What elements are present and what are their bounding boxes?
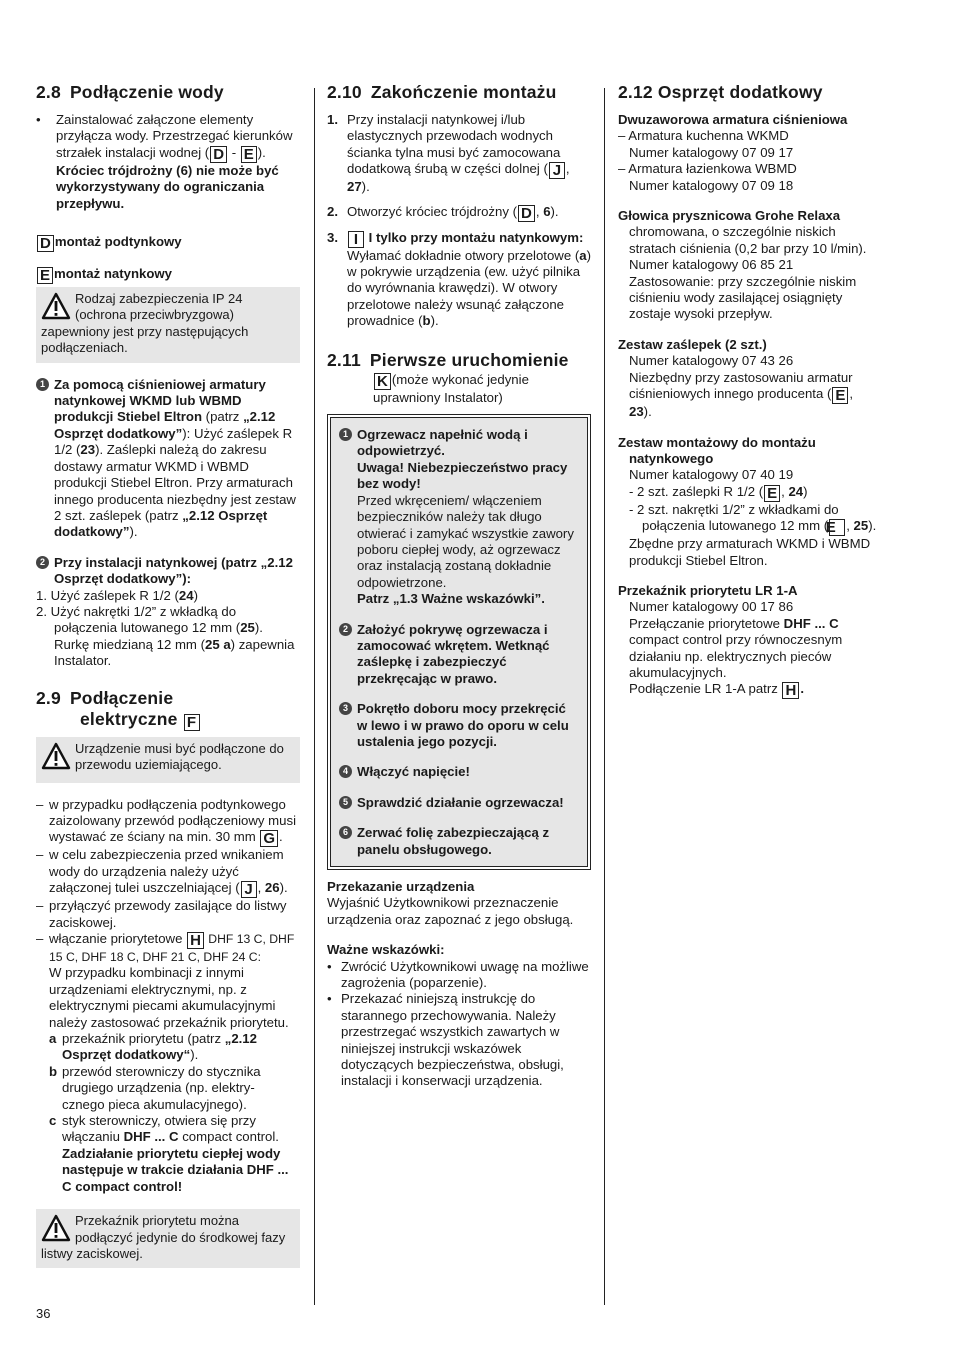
list-item: 1. Użyć zaślepek R 1/2 (24): [36, 587, 198, 603]
accessory-title: Zestaw montażowy do montażu: [618, 434, 816, 450]
column-1: [36, 82, 300, 1268]
warning-icon: [41, 292, 71, 320]
figure-ref-j: J: [549, 162, 565, 179]
list-item: 2. Użyć nakrętki 1/2” z wkładką do połączenia lutowanego 12 mm (25). Rurkę miedzianą 12 mm (25 a) zapewnia Instalator.: [36, 603, 295, 669]
section-subtitle: K (może wykonać jedynie uprawniony Instalator): [373, 371, 529, 405]
list-item: – w celu zabezpieczenia przed wnikaniem wody do urządzenia należy użyć załączonej tulei uszczelniającej ( J , 26).: [36, 847, 288, 899]
figure-ref-e: E: [241, 146, 257, 163]
list-item: – włączanie priorytetowe H DHF 13 C, DHF 15 C, DHF 18 C, DHF 21 C, DHF 24 C: W przypadku kombinacji z innymi urządzeniami elektrycznymi, np. z elektrycznymi piecami akumulacyjnymi należy zastosować przekaźnik priorytetu. a przekaźnik priorytetu (patrz „2.12 Osprzęt dodatkowy“). b przewód sterowniczy do stycznika drugiego urządzenia (np. elektry- cznego pieca akumulacyjnego). c styk sterowniczy, otwiera się przy włączaniu DHF ... C compact control. Zadziałanie priorytetu ciepłej wody następuje w trakcie działania DHF ... C compact control!: [36, 931, 295, 1194]
warning-box: Urządzenie musi być podłączone do przewodu uziemiającego.: [36, 737, 300, 783]
step-2-icon: 2: [36, 556, 49, 569]
accessory-description: Numer katalogowy 07 43 26 Niezbędny przy zastosowaniu armatur ciśnieniowych innego producenta ( E , 23).: [629, 353, 854, 420]
list-item: 2 Przy instalacji natynkowej (patrz „2.12 Osprzęt dodatkowy”):: [36, 555, 300, 588]
section-heading-2-12: 2.12 Osprzęt dodatkowy: [618, 82, 823, 102]
step-3-icon: 3: [339, 702, 352, 715]
section-heading-2-9: 2.9 Podłączenie elektryczne F: [36, 688, 300, 731]
accessory-title: Zestaw zaślepek (2 szt.): [618, 336, 767, 352]
section-heading-2-10: 2.10 Zakończenie montażu: [327, 82, 557, 102]
figure-ref-i: I: [348, 231, 364, 248]
list-item: 2. Otworzyć króciec trójdrożny ( D , 6).: [327, 203, 559, 222]
figure-ref-h: H: [187, 932, 204, 949]
procedure-box: [327, 414, 591, 870]
column-3: [618, 82, 878, 699]
accessory-description: chromowana, o szczególnie niskich stratach ciśnienia (0,2 bar przy 10 l/min). Numer katalogowy 06 85 21 Zastosowanie: przy szczególnie niskim ciśnieniu wody zasilającej osiągnięty zostaje wysoki przepływ.: [629, 224, 867, 322]
subheading: Ważne wskazówki:: [327, 942, 445, 958]
accessory-description: Numer katalogowy 00 17 86 Przełączanie priorytetowe DHF ... C compact control przy równoczesnym działaniu np. elektrycznych pieców akumulacyjnych. Podłączenie LR 1-A patrz H .: [629, 599, 843, 700]
step-2-icon: 2: [339, 623, 352, 636]
list-item: 1. Przy instalacji natynkowej i/lub elastycznych przewodach wodnych ścianka tylna musi być zamocowana dodatkową śrubą w części dolnej ( J , 27).: [327, 112, 570, 195]
warning-icon: [41, 1214, 71, 1242]
legend-d: D montaż podtynkowy: [36, 234, 300, 252]
list-item: • Przekazać niniejszą instrukcję do starannego przechowywania. Należy przestrzegać wszystkich zawartych w niniejszej instrukcji wskazówek dotyczących bezpieczeństwa, obsługi, instalacji i konserwacji urządzenia.: [327, 991, 564, 1089]
figure-ref-e: E: [829, 519, 845, 536]
warning-box: Rodzaj zabezpieczenia IP 24 (ochrona przeciwbryzgowa) zapewniony jest przy następujących podłączeniach.: [36, 287, 300, 363]
list-item: 1 Za pomocą ciśnieniowej armatury natynkowej WKMD lub WBMD produkcji Stiebel Eltron (patrz „2.12 Osprzęt dodatkowy”): Użyć zaślepek R 1/2 (23). Zaślepki należą do zakresu dostawy armatur WKMD i WBMD produkcji Stiebel Eltron. Przy armaturach innego producenta niezbędny jest zestaw 2 szt. zaślepek (patrz „2.12 Osprzęt dodatkowy”).: [36, 377, 300, 541]
figure-ref-f: F: [184, 714, 200, 731]
list-item: – w przypadku podłączenia podtynkowego zaizolowany przewód podłączeniowy musi wystawać ze ściany na min. 30 mm G .: [36, 796, 297, 848]
list-item: • Zainstalować załączone elementy przyłącza wody. Przestrzegać kierunków strzałek instalacji wodnej ( D - E ). Króciec trójdrożny (6) nie może być wykorzystywany do ograniczania przepływu.: [36, 112, 293, 211]
accessory-title: Głowica prysznicowa Grohe Relaxa: [618, 208, 841, 224]
list-item: • Zwrócić Użytkownikowi uwagę na możliwe zagrożenia (poparzenie).: [327, 958, 589, 991]
list-item: – Armatura kuchenna WKMD: [618, 128, 789, 144]
list-item: – Armatura łazienkowa WBMD: [618, 161, 797, 177]
legend-e: E montaż natynkowy: [36, 266, 300, 284]
warning-icon: [41, 742, 71, 770]
figure-ref-e: E: [764, 485, 780, 502]
accessory-title: Dwuzaworowa armatura ciśnieniowa: [618, 112, 848, 127]
figure-ref-g: G: [260, 830, 278, 847]
page-number: 36: [36, 1306, 51, 1321]
step-5-icon: 5: [339, 796, 352, 809]
list-item: Numer katalogowy 07 09 18: [629, 177, 794, 193]
figure-ref-j: J: [241, 881, 257, 898]
step-1-icon: 1: [339, 428, 352, 441]
column-2: [327, 82, 591, 1090]
column-divider-right: [604, 88, 605, 1305]
figure-ref-h: H: [782, 682, 799, 699]
list-item: 5 Sprawdzić działanie ogrzewacza!: [339, 795, 579, 811]
figure-ref-k: K: [374, 373, 391, 390]
list-item: 4 Włączyć napięcie!: [339, 764, 579, 780]
step-1-icon: 1: [36, 378, 49, 391]
column-divider-left: [314, 88, 315, 1305]
list-item: 2 Założyć pokrywę ogrzewacza i zamocować wkrętem. Wetknąć zaślepkę i zabezpieczyć przekręcając w prawo.: [339, 622, 579, 688]
figure-ref-d: D: [518, 205, 535, 222]
list-item: 1 Ogrzewacz napełnić wodą i odpowietrzyć. Uwaga! Niebezpieczeństwo pracy bez wody! Przed wkręceniem/ włączeniem bezpieczników należy tak długo otwierać i zamykać wszystkie zawory poboru ciepłej wody, aż ogrzewacz oraz instalacją zostaną dokładnie odpowietrzone. Patrz „1.3 Ważne wskazówki”.: [339, 427, 579, 607]
accessory-description: natynkowego Numer katalogowy 07 40 19 - 2 szt. zaślepki R 1/2 ( E , 24) - 2 szt. nakrętki 1/2” z wkładkami do połączenia lutowanego 12 mm (E , 25). Zbędne przy armaturach WKMD i WBMD produkcji Stiebel Eltron.: [629, 450, 877, 568]
paragraph: Wyjaśnić Użytkownikowi przeznaczenie urządzenia oraz zapoznać z jego obsługą.: [327, 895, 574, 927]
section-heading-2-11: 2.11 Pierwsze uruchomienie: [327, 349, 569, 370]
list-item: – przyłączyć przewody zasilające do listwy zaciskowej.: [36, 898, 287, 930]
step-6-icon: 6: [339, 826, 352, 839]
list-item: Numer katalogowy 07 09 17: [629, 144, 794, 160]
figure-ref-e: E: [832, 387, 848, 404]
figure-ref-d: D: [210, 146, 227, 163]
step-4-icon: 4: [339, 765, 352, 778]
list-item: 6 Zerwać folię zabezpieczającą z panelu obsługowego.: [339, 825, 579, 858]
warning-box: Przekaźnik priorytetu można podłączyć jedynie do środkowej fazy listwy zaciskowej.: [36, 1209, 300, 1268]
subheading: Przekazanie urządzenia: [327, 879, 475, 894]
list-item: 3 Pokrętło doboru mocy przekręcić w lewo i w prawo do oporu w celu ustalenia jego pozycji.: [339, 701, 579, 750]
accessory-title: Przekaźnik priorytetu LR 1-A: [618, 582, 798, 598]
list-item: 3. I I tylko przy montażu natynkowym: Wyłamać dokładnie otwory przelotowe (a) w pokrywie urządzenia (ew. użyć pilnika do wyrównania krawędzi). W otwory przelotowe należy wsunąć załączone prowadnice (b).: [327, 229, 591, 329]
section-heading-2-8: 2.8 Podłączenie wody: [36, 82, 224, 102]
